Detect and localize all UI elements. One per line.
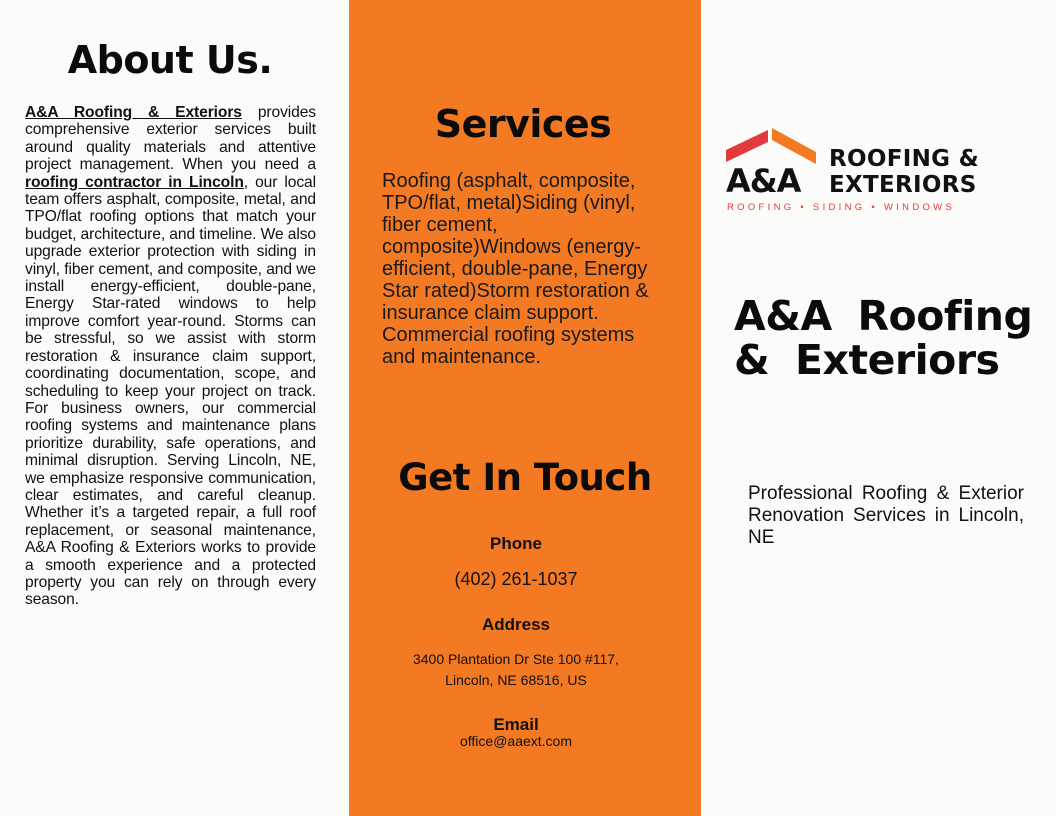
- services-title: Services: [434, 102, 612, 146]
- phone-label: Phone: [490, 534, 542, 553]
- brand-title: A&A Roofing & Exteriors: [734, 292, 1033, 384]
- services-list: Roofing (asphalt, composite, TPO/flat, metal)Siding (vinyl, fiber cement, composite)Windows (energy-efficient, double-pane, Energy Star rated)Storm restoration & insurance claim support. Commercial roofing systems and maintenance.: [382, 170, 649, 368]
- roofing-contractor-link[interactable]: roofing contractor in Lincoln: [25, 173, 244, 191]
- email-label: Email: [493, 715, 539, 734]
- email-address[interactable]: office@aaext.com: [459, 733, 572, 749]
- logo-roofing-text: ROOFING &: [829, 146, 979, 172]
- about-text-1: provides comprehensive exterior services built around quality materials and attentive project management. When you need a: [25, 104, 316, 174]
- phone-number[interactable]: (402) 261-1037: [454, 569, 578, 589]
- address-line-1: 3400 Plantation Dr Ste 100 #117,: [412, 651, 619, 667]
- about-title: About Us.: [67, 38, 273, 82]
- services-contact-panel: [349, 0, 701, 816]
- get-in-touch-title: Get In Touch: [398, 456, 652, 499]
- logo-aa-text: A&A: [726, 162, 801, 200]
- address-value: [349, 649, 683, 691]
- about-text-2: , our local team offers asphalt, composite, metal, and TPO/flat roofing options that match your budget, architecture, and timeline. We also upgrade exterior protection with siding in vinyl, fiber cement, and composite, and we install energy-efficient, double-pane, Energy Star-rated windows to help improve comfort year-round. Storms can be stressful, so we assist with storm restoration & insurance claim support, coordinating documentation, scope, and scheduling to keep your project on track. For business owners, our commercial roofing systems and maintenance plans prioritize durability, safe operations, and minimal disruption. Serving Lincoln, NE, we emphasize responsive communication, clear estimates, and careful cleanup. Whether it’s a targeted repair, a full roof replacement, or seasonal maintenance, A&A Roofing & Exteriors works to provide a smooth experience and a protected property you can rely on through every season.: [25, 173, 316, 609]
- company-logo: [726, 126, 1006, 218]
- logo-tagline: ROOFING • SIDING • WINDOWS: [727, 202, 956, 213]
- logo-exteriors-text: EXTERIORS: [829, 172, 977, 198]
- brand-panel: [701, 0, 1056, 816]
- brand-subtitle: Professional Roofing & Exterior Renovation Services in Lincoln, NE: [748, 483, 1024, 548]
- roof-icon: [726, 126, 826, 166]
- about-panel: [0, 0, 349, 816]
- company-link[interactable]: A&A Roofing & Exteriors: [25, 104, 242, 121]
- address-label: Address: [481, 615, 551, 634]
- about-body: [25, 104, 316, 609]
- address-line-2: Lincoln, NE 68516, US: [445, 672, 587, 688]
